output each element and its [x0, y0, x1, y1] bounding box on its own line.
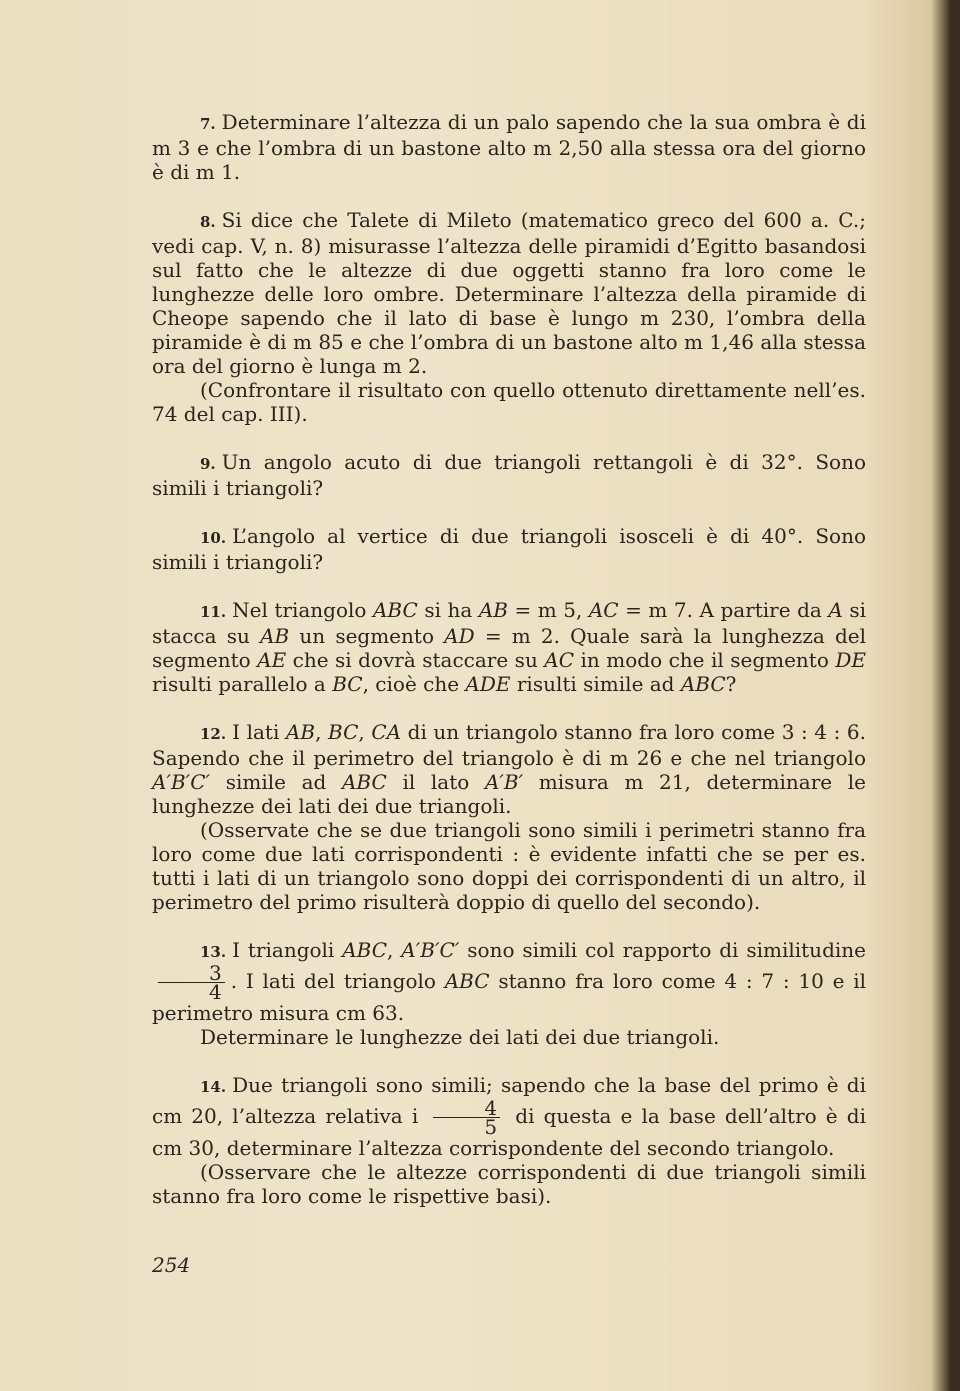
exercise-text: L’angolo al vertice di due triangoli isosceli è di 40°. Sono simili i triangoli? [152, 524, 866, 574]
exercise-number: 11. [200, 603, 227, 621]
exercise-13 [152, 938, 866, 1049]
exercise-8 [152, 208, 866, 426]
exercise-text: I lati AB, BC, CA di un triangolo stanno fra loro come 3 : 4 : 6. Sapendo che il perimetro del triangolo è di m 26 e che nel triangolo A′B′C′ simile ad ABC il lato A′B′ misura m 21, determinare le lunghezze dei lati dei due triangoli. [152, 720, 867, 818]
exercise-note: (Osservare che le altezze corrispondenti di due triangoli simili stanno fra loro come le rispettive basi). [152, 1160, 866, 1208]
exercise-11 [152, 598, 866, 696]
exercise-list [152, 110, 866, 1232]
exercise-text: Si dice che Talete di Mileto (matematico greco del 600 a. C.; vedi cap. V, n. 8) misurasse l’altezza delle piramidi d’Egitto basandosi sul fatto che le altezze di due oggetti stanno fra loro come le lunghezze delle loro ombre. Determinare l’altezza della piramide di Cheope sapendo che il lato di base è lungo m 230, l’ombra della piramide è di m 85 e che l’ombra di un bastone alto m 1,46 alla stessa ora del giorno è lunga m 2. [152, 208, 866, 378]
exercise-note: Determinare le lunghezze dei lati dei due triangoli. [200, 1025, 720, 1049]
exercise-note: (Confrontare il risultato con quello ottenuto direttamente nell’es. 74 del cap. III). [152, 378, 866, 426]
exercise-number: 8. [200, 213, 216, 231]
exercise-text: I triangoli ABC, A′B′C′ sono simili col rapporto di similitudine $\frac{3}{4}$ . I lati del triangolo ABC stanno fra loro come 4 : 7 : 10 e il perimetro misura cm 63. [152, 938, 867, 1025]
fraction: $\frac{4}{5}$ [433, 1099, 500, 1136]
fraction: $\frac{3}{4}$ [158, 964, 225, 1001]
exercise-number: 13. [200, 943, 227, 961]
exercise-text: Due triangoli sono simili; sapendo che la base del primo è di cm 20, l’altezza relativa i $\frac{4}{5}$ di questa e la base dell’altro è di cm 30, determinare l’altezza corrispondente del secondo triangolo. [152, 1073, 866, 1160]
exercise-text: Un angolo acuto di due triangoli rettangoli è di 32°. Sono simili i triangoli? [152, 450, 866, 500]
exercise-note: (Osservate che se due triangoli sono simili i perimetri stanno fra loro come due lati corrispondenti : è evidente infatti che se per es. tutti i lati di un triangolo sono doppi dei corrispondenti di un altro, il perimetro del primo risulterà doppio di quello del secondo). [152, 818, 866, 914]
exercise-7 [152, 110, 866, 184]
exercise-12 [152, 720, 866, 914]
exercise-text: Determinare l’altezza di un palo sapendo che la sua ombra è di m 3 e che l’ombra di un bastone alto m 2,50 alla stessa ora del giorno è di m 1. [152, 110, 866, 184]
exercise-number: 14. [200, 1078, 227, 1096]
exercise-9 [152, 450, 866, 500]
exercise-number: 7. [200, 115, 216, 133]
exercise-number: 9. [200, 455, 216, 473]
exercise-10 [152, 524, 866, 574]
exercise-number: 10. [200, 529, 227, 547]
page-number: 254 [152, 1253, 191, 1277]
exercise-14 [152, 1073, 866, 1208]
exercise-number: 12. [200, 725, 227, 743]
exercise-text: Nel triangolo ABC si ha AB = m 5, AC = m 7. A partire da A si stacca su AB un segmento AD = m 2. Quale sarà la lunghezza del segmento AE che si dovrà staccare su AC in modo che il segmento DE risulti parallelo a BC, cioè che ADE risulti simile ad ABC? [152, 598, 866, 696]
